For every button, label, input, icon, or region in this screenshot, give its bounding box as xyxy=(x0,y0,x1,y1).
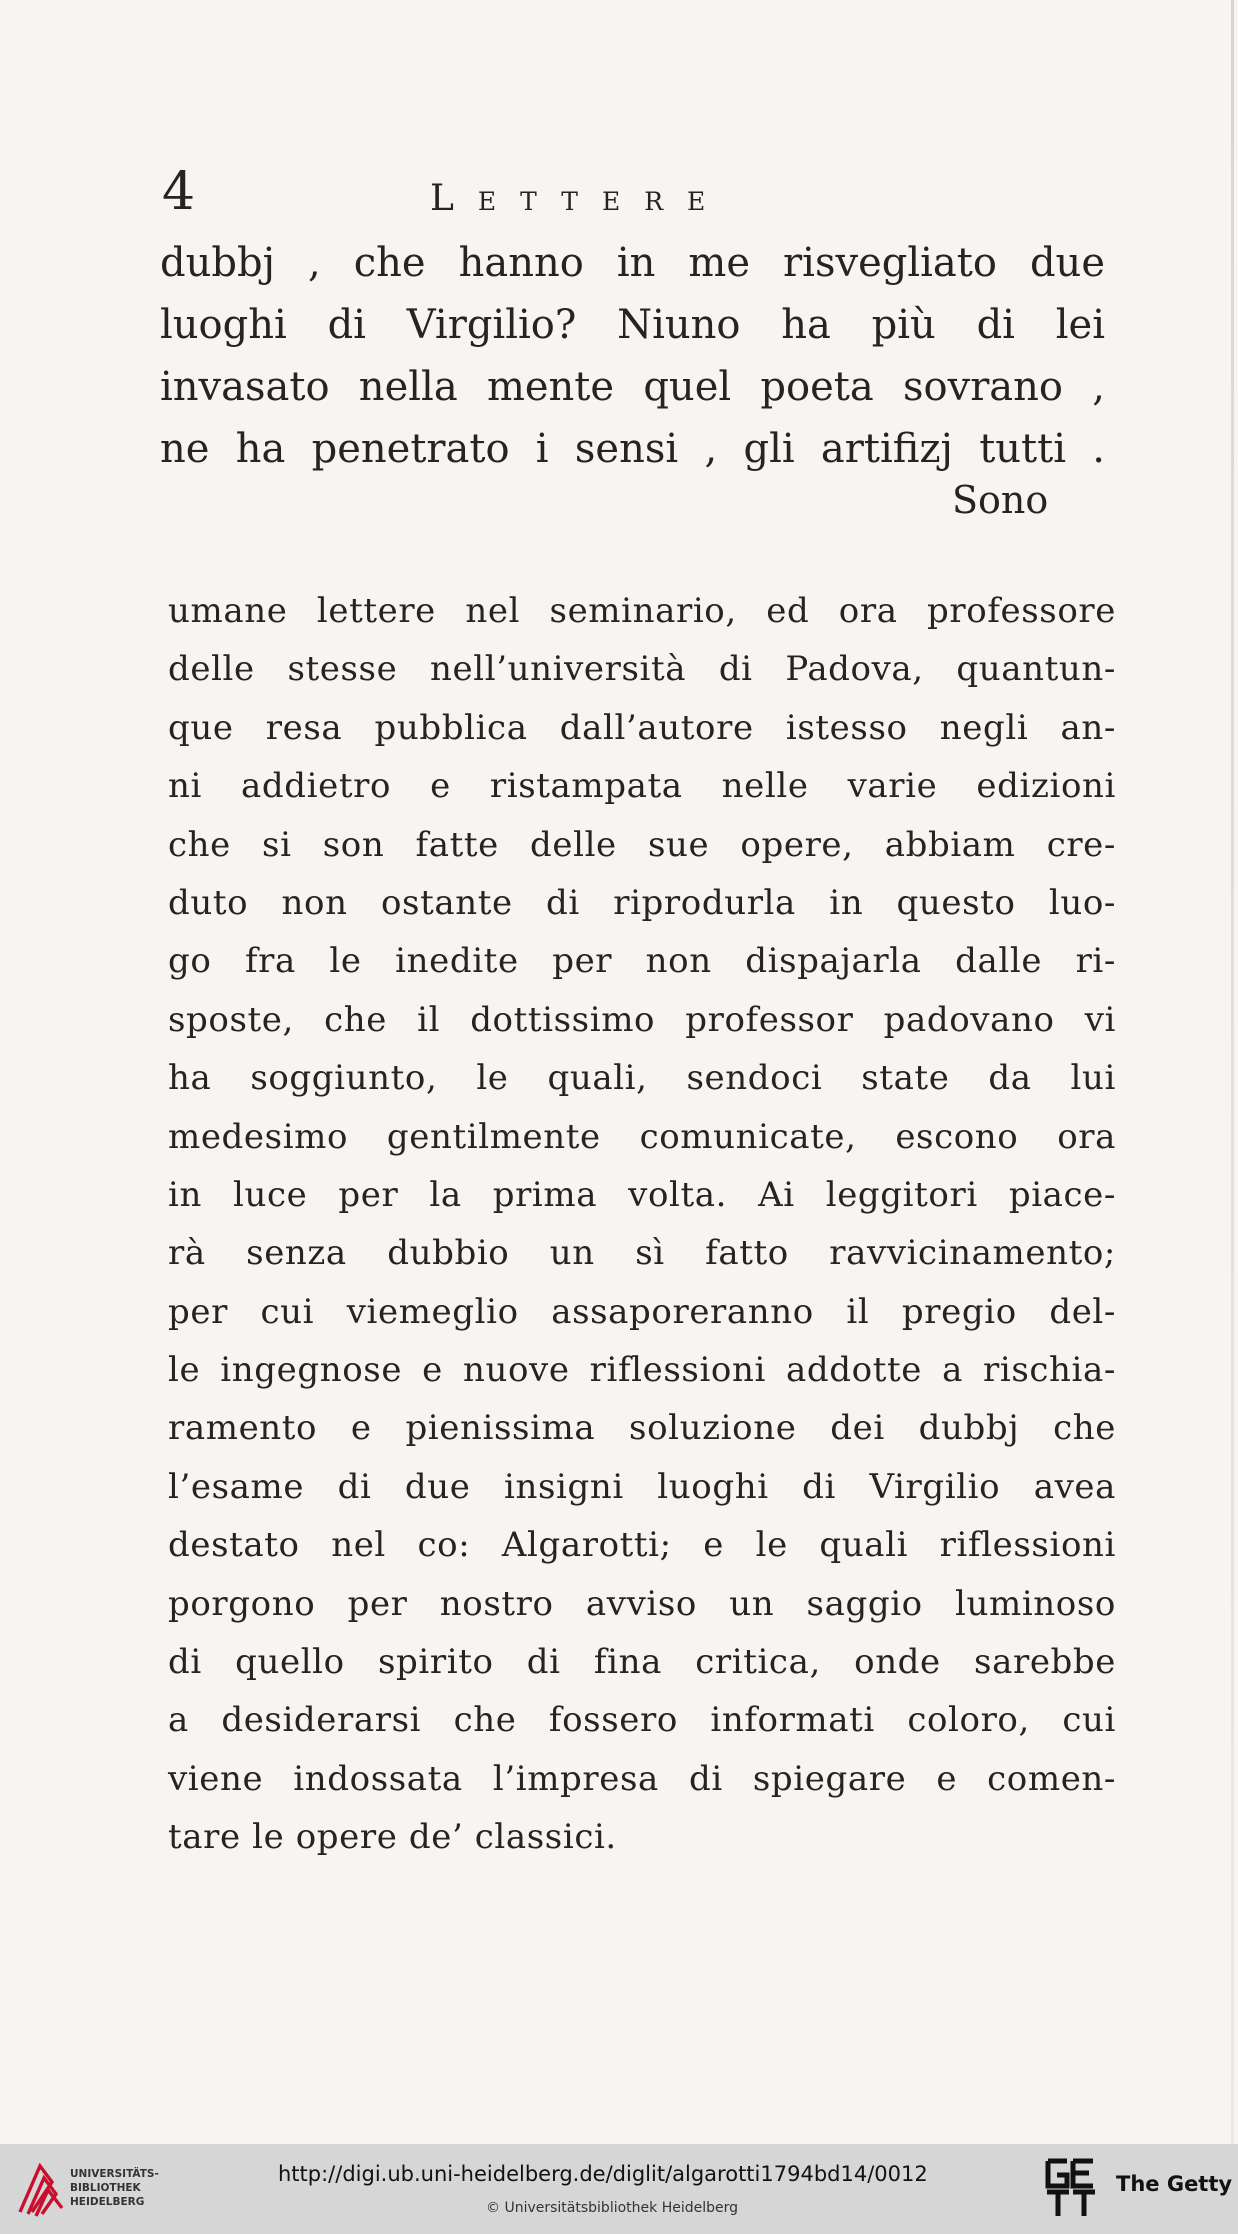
footnote-line: go fra le inedite per non dispajarla dalle ri- xyxy=(168,941,1116,982)
library-name xyxy=(70,2167,159,2209)
footnote-line: umane lettere nel seminario, ed ora professore xyxy=(168,591,1116,631)
running-head: Lettere xyxy=(430,178,730,219)
library-name-line: UNIVERSITÄTS- xyxy=(70,2168,159,2180)
university-library-logo-icon xyxy=(14,2158,68,2220)
footnote-line: rà senza dubbio un sì fatto ravvicinamento; xyxy=(168,1233,1116,1274)
footnote-line: destato nel co: Algarotti; e le quali riflessioni xyxy=(168,1525,1116,1566)
library-name-line: HEIDELBERG xyxy=(70,2196,145,2208)
footnote-line: per cui viemeglio assaporeranno il pregio del- xyxy=(168,1291,1116,1332)
text-line: dubbj , che hanno in me risvegliato due xyxy=(160,240,1105,286)
footnote-line: sposte, che il dottissimo professor padovano vi xyxy=(168,999,1116,1040)
footnote-line: que resa pubblica dall’autore istesso negli an- xyxy=(168,707,1116,748)
logo-strokes xyxy=(20,2166,62,2216)
page-header xyxy=(160,162,1120,230)
footnote-line: di quello spirito di fina critica, onde sarebbe xyxy=(168,1642,1116,1683)
catchword: Sono xyxy=(952,478,1049,522)
footnote-line: ni addietro e ristampata nelle varie edizioni xyxy=(168,766,1116,807)
footnote-line: viene indossata l’impresa di spiegare e comen- xyxy=(168,1758,1116,1799)
main-text xyxy=(160,232,1105,480)
getty-logo-icon xyxy=(1045,2156,1097,2220)
footnote-line: in luce per la prima volta. Ai leggitori piace- xyxy=(168,1174,1116,1215)
logo-letter-e xyxy=(1073,2161,1093,2186)
partner-name: The Getty xyxy=(1116,2172,1233,2196)
footnote-line: l’esame di due insigni luoghi di Virgilio avea xyxy=(168,1466,1116,1507)
logo-letter-t xyxy=(1047,2192,1069,2216)
footnote-line: delle stesse nell’università di Padova, quantun- xyxy=(168,649,1116,690)
footnote-text xyxy=(168,582,1116,1867)
page-edge xyxy=(1231,0,1234,2144)
footnote-line: tare le opere de’ classici. xyxy=(168,1817,617,1858)
permalink-url[interactable]: http://digi.ub.uni-heidelberg.de/diglit/algarotti1794bd14/0012 xyxy=(278,2162,928,2186)
footnote-line: ramento e pienissima soluzione dei dubbj che xyxy=(168,1408,1116,1449)
footnote-line: medesimo gentilmente comunicate, escono ora xyxy=(168,1116,1116,1157)
logo-letter-t xyxy=(1073,2192,1095,2216)
footnote-line: porgono per nostro avviso un saggio luminoso xyxy=(168,1583,1116,1624)
footnote-line: duto non ostante di riprodurla in questo luo- xyxy=(168,882,1116,923)
logo-letter-g xyxy=(1048,2161,1067,2186)
footnote-line: che si son fatte delle sue opere, abbiam cre- xyxy=(168,824,1116,865)
getty-logo-mark xyxy=(1047,2161,1095,2216)
footnote-line: ha soggiunto, le quali, sendoci state da lui xyxy=(168,1058,1116,1099)
library-name-line: BIBLIOTHEK xyxy=(70,2182,141,2194)
text-line: invasato nella mente quel poeta sovrano , xyxy=(160,364,1105,410)
footnote-line: le ingegnose e nuove riflessioni addotte a rischia- xyxy=(168,1350,1116,1391)
text-line: ne ha penetrato i sensi , gli artifizj tutti . xyxy=(160,426,1105,472)
page-number: 4 xyxy=(162,162,196,222)
footnote-line: a desiderarsi che fossero informati coloro, cui xyxy=(168,1700,1116,1741)
copyright-notice: © Universitätsbibliothek Heidelberg xyxy=(486,2200,739,2216)
text-line: luoghi di Virgilio? Niuno ha più di lei xyxy=(160,302,1105,348)
viewer-footer xyxy=(0,2144,1238,2234)
